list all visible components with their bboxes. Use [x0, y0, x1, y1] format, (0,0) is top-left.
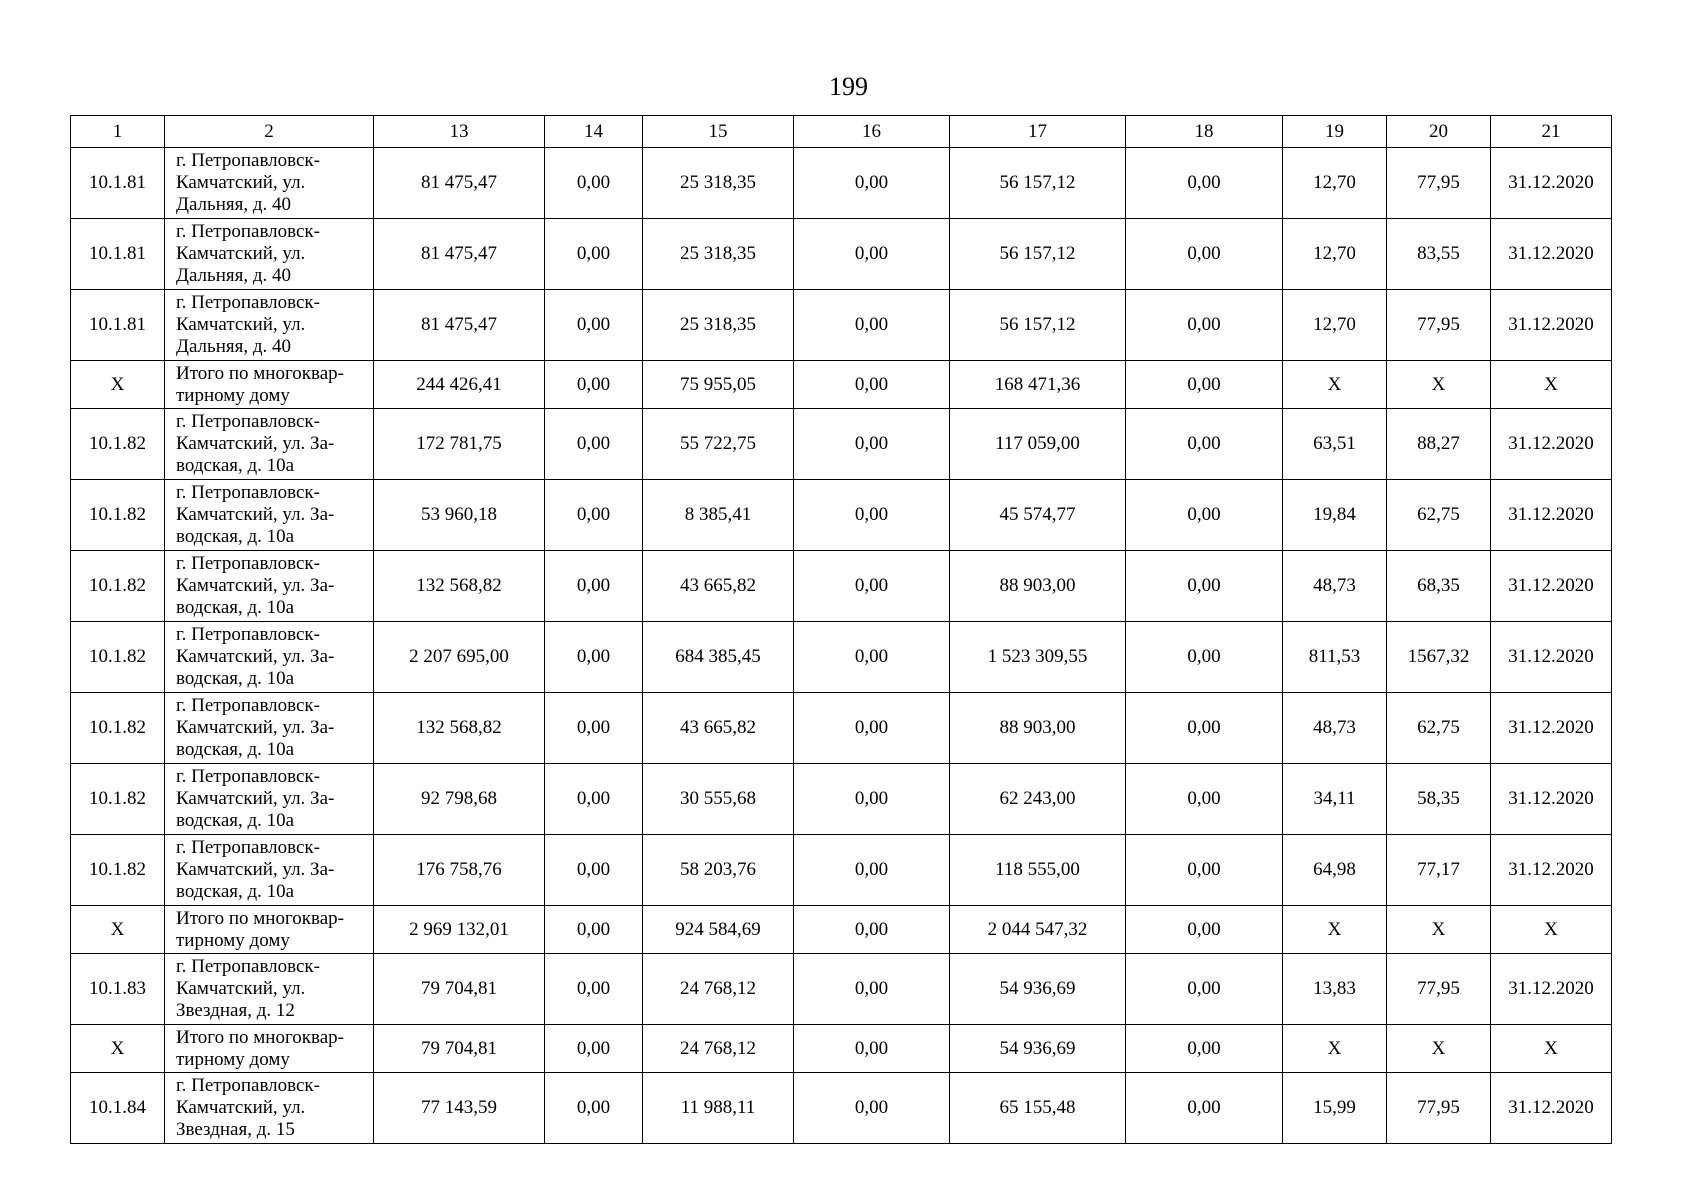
col-15-cell: 43 665,82 [643, 693, 794, 764]
total-row [71, 361, 1612, 409]
column-header: 15 [643, 116, 794, 148]
address-line: г. Петропавловск- [176, 956, 320, 977]
row-number-cell: 10.1.82 [71, 409, 165, 480]
address-line: Камчатский, ул. [176, 314, 306, 335]
col-16-cell: 0,00 [794, 906, 950, 954]
col-21-cell: 31.12.2020 [1491, 480, 1612, 551]
col-16-cell: 0,00 [794, 1025, 950, 1073]
column-header: 19 [1283, 116, 1387, 148]
row-number-cell: 10.1.82 [71, 764, 165, 835]
col-16-cell: 0,00 [794, 622, 950, 693]
column-header: 21 [1491, 116, 1612, 148]
col-16-cell: 0,00 [794, 219, 950, 290]
address-line: водская, д. 10а [176, 455, 295, 476]
row-number-cell: 10.1.82 [71, 835, 165, 906]
table-row [71, 764, 1612, 835]
col-14-cell: 0,00 [545, 835, 643, 906]
col-17-cell: 54 936,69 [950, 1025, 1126, 1073]
col-20-cell: 1567,32 [1387, 622, 1491, 693]
col-13-cell: 132 568,82 [374, 551, 545, 622]
col-16-cell: 0,00 [794, 480, 950, 551]
address-line: Камчатский, ул. [176, 172, 306, 193]
col-18-cell: 0,00 [1126, 148, 1283, 219]
col-19-cell: 12,70 [1283, 290, 1387, 361]
col-17-cell: 117 059,00 [950, 409, 1126, 480]
col-13-cell: 244 426,41 [374, 361, 545, 409]
col-20-cell: 77,17 [1387, 835, 1491, 906]
col-21-cell: X [1491, 906, 1612, 954]
col-21-cell: 31.12.2020 [1491, 764, 1612, 835]
address-line: Камчатский, ул. [176, 243, 306, 264]
col-19-cell: 12,70 [1283, 148, 1387, 219]
address-line: Итого по многоквар- [176, 362, 344, 384]
col-14-cell: 0,00 [545, 290, 643, 361]
col-19-cell: 15,99 [1283, 1073, 1387, 1144]
table-row [71, 622, 1612, 693]
col-21-cell: 31.12.2020 [1491, 835, 1612, 906]
col-13-cell: 132 568,82 [374, 693, 545, 764]
col-18-cell: 0,00 [1126, 409, 1283, 480]
col-14-cell: 0,00 [545, 1025, 643, 1073]
table-row [71, 290, 1612, 361]
col-18-cell: 0,00 [1126, 954, 1283, 1025]
table-row [71, 954, 1612, 1025]
col-19-cell: 13,83 [1283, 954, 1387, 1025]
col-13-cell: 92 798,68 [374, 764, 545, 835]
address-cell [165, 148, 374, 219]
address-line: водская, д. 10а [176, 597, 295, 618]
col-19-cell: X [1283, 906, 1387, 954]
table-row [71, 835, 1612, 906]
col-16-cell: 0,00 [794, 954, 950, 1025]
col-16-cell: 0,00 [794, 148, 950, 219]
col-17-cell: 56 157,12 [950, 219, 1126, 290]
col-16-cell: 0,00 [794, 361, 950, 409]
address-line: Дальняя, д. 40 [176, 336, 292, 357]
address-line: г. Петропавловск- [176, 837, 320, 858]
address-line: г. Петропавловск- [176, 482, 320, 503]
col-17-cell: 88 903,00 [950, 693, 1126, 764]
col-21-cell: 31.12.2020 [1491, 409, 1612, 480]
col-20-cell: 62,75 [1387, 693, 1491, 764]
col-21-cell: 31.12.2020 [1491, 219, 1612, 290]
col-16-cell: 0,00 [794, 764, 950, 835]
address-line: Камчатский, ул. За- [176, 859, 335, 880]
address-line: г. Петропавловск- [176, 695, 320, 716]
col-13-cell: 172 781,75 [374, 409, 545, 480]
row-number-cell: 10.1.84 [71, 1073, 165, 1144]
col-21-cell: 31.12.2020 [1491, 1073, 1612, 1144]
col-17-cell: 56 157,12 [950, 148, 1126, 219]
col-16-cell: 0,00 [794, 693, 950, 764]
column-header: 17 [950, 116, 1126, 148]
table-row [71, 693, 1612, 764]
col-14-cell: 0,00 [545, 693, 643, 764]
col-14-cell: 0,00 [545, 219, 643, 290]
table-row [71, 219, 1612, 290]
address-cell [165, 622, 374, 693]
address-cell [165, 551, 374, 622]
header-row [71, 116, 1612, 148]
col-15-cell: 11 988,11 [643, 1073, 794, 1144]
col-19-cell: 64,98 [1283, 835, 1387, 906]
col-17-cell: 118 555,00 [950, 835, 1126, 906]
col-17-cell: 54 936,69 [950, 954, 1126, 1025]
col-16-cell: 0,00 [794, 1073, 950, 1144]
address-line: Камчатский, ул. За- [176, 433, 335, 454]
address-cell [165, 1025, 374, 1073]
row-number-cell: 10.1.81 [71, 148, 165, 219]
address-line: г. Петропавловск- [176, 766, 320, 787]
col-20-cell: 58,35 [1387, 764, 1491, 835]
col-20-cell: 62,75 [1387, 480, 1491, 551]
col-21-cell: 31.12.2020 [1491, 693, 1612, 764]
address-line: г. Петропавловск- [176, 553, 320, 574]
col-17-cell: 65 155,48 [950, 1073, 1126, 1144]
row-number-cell: X [71, 906, 165, 954]
col-15-cell: 24 768,12 [643, 1025, 794, 1073]
col-14-cell: 0,00 [545, 409, 643, 480]
col-18-cell: 0,00 [1126, 1025, 1283, 1073]
address-cell [165, 1073, 374, 1144]
address-line: Камчатский, ул. [176, 978, 306, 999]
address-line: г. Петропавловск- [176, 624, 320, 645]
address-line: водская, д. 10а [176, 526, 295, 547]
page-number: 199 [829, 72, 868, 101]
row-number-cell: 10.1.82 [71, 622, 165, 693]
col-20-cell: 77,95 [1387, 1073, 1491, 1144]
col-13-cell: 176 758,76 [374, 835, 545, 906]
address-line: г. Петропавловск- [176, 150, 320, 171]
column-header: 1 [71, 116, 165, 148]
col-18-cell: 0,00 [1126, 1073, 1283, 1144]
row-number-cell: 10.1.81 [71, 290, 165, 361]
table-body [71, 116, 1612, 1144]
col-21-cell: 31.12.2020 [1491, 290, 1612, 361]
col-18-cell: 0,00 [1126, 290, 1283, 361]
address-line: Дальняя, д. 40 [176, 194, 292, 215]
col-16-cell: 0,00 [794, 290, 950, 361]
col-17-cell: 62 243,00 [950, 764, 1126, 835]
col-13-cell: 77 143,59 [374, 1073, 545, 1144]
address-line: Звездная, д. 15 [176, 1119, 295, 1140]
address-line: г. Петропавловск- [176, 411, 320, 432]
col-14-cell: 0,00 [545, 764, 643, 835]
col-16-cell: 0,00 [794, 835, 950, 906]
col-14-cell: 0,00 [545, 622, 643, 693]
col-21-cell: 31.12.2020 [1491, 954, 1612, 1025]
col-18-cell: 0,00 [1126, 906, 1283, 954]
col-18-cell: 0,00 [1126, 622, 1283, 693]
col-14-cell: 0,00 [545, 551, 643, 622]
col-18-cell: 0,00 [1126, 361, 1283, 409]
address-cell [165, 906, 374, 954]
address-line: водская, д. 10а [176, 739, 295, 760]
address-line: Камчатский, ул. За- [176, 504, 335, 525]
col-19-cell: 12,70 [1283, 219, 1387, 290]
address-cell [165, 409, 374, 480]
col-15-cell: 58 203,76 [643, 835, 794, 906]
col-19-cell: 48,73 [1283, 551, 1387, 622]
address-line: Камчатский, ул. [176, 1097, 306, 1118]
col-13-cell: 81 475,47 [374, 219, 545, 290]
table-row [71, 409, 1612, 480]
address-cell [165, 480, 374, 551]
column-header: 20 [1387, 116, 1491, 148]
address-line: Дальняя, д. 40 [176, 265, 292, 286]
address-cell [165, 954, 374, 1025]
address-line: г. Петропавловск- [176, 221, 320, 242]
address-line: Камчатский, ул. За- [176, 788, 335, 809]
col-15-cell: 30 555,68 [643, 764, 794, 835]
col-18-cell: 0,00 [1126, 764, 1283, 835]
col-14-cell: 0,00 [545, 1073, 643, 1144]
address-line: тирному дому [176, 384, 290, 406]
col-15-cell: 8 385,41 [643, 480, 794, 551]
col-15-cell: 25 318,35 [643, 148, 794, 219]
address-line: тирному дому [176, 929, 290, 951]
col-17-cell: 45 574,77 [950, 480, 1126, 551]
address-cell [165, 693, 374, 764]
col-17-cell: 88 903,00 [950, 551, 1126, 622]
col-19-cell: 811,53 [1283, 622, 1387, 693]
col-17-cell: 168 471,36 [950, 361, 1126, 409]
row-number-cell: 10.1.83 [71, 954, 165, 1025]
col-20-cell: X [1387, 1025, 1491, 1073]
row-number-cell: X [71, 1025, 165, 1073]
table-row [71, 1073, 1612, 1144]
col-14-cell: 0,00 [545, 906, 643, 954]
col-15-cell: 43 665,82 [643, 551, 794, 622]
row-number-cell: 10.1.81 [71, 219, 165, 290]
col-19-cell: 63,51 [1283, 409, 1387, 480]
address-line: Камчатский, ул. За- [176, 717, 335, 738]
column-header: 13 [374, 116, 545, 148]
col-14-cell: 0,00 [545, 954, 643, 1025]
address-cell [165, 764, 374, 835]
col-18-cell: 0,00 [1126, 480, 1283, 551]
total-row [71, 906, 1612, 954]
col-20-cell: X [1387, 361, 1491, 409]
row-number-cell: X [71, 361, 165, 409]
col-18-cell: 0,00 [1126, 219, 1283, 290]
col-19-cell: 48,73 [1283, 693, 1387, 764]
col-15-cell: 924 584,69 [643, 906, 794, 954]
col-13-cell: 81 475,47 [374, 148, 545, 219]
table-row [71, 148, 1612, 219]
col-20-cell: 88,27 [1387, 409, 1491, 480]
col-13-cell: 81 475,47 [374, 290, 545, 361]
col-15-cell: 24 768,12 [643, 954, 794, 1025]
col-18-cell: 0,00 [1126, 835, 1283, 906]
col-21-cell: 31.12.2020 [1491, 148, 1612, 219]
address-line: г. Петропавловск- [176, 292, 320, 313]
address-line: водская, д. 10а [176, 881, 295, 902]
address-line: Камчатский, ул. За- [176, 575, 335, 596]
row-number-cell: 10.1.82 [71, 693, 165, 764]
col-19-cell: 34,11 [1283, 764, 1387, 835]
col-20-cell: 68,35 [1387, 551, 1491, 622]
col-20-cell: X [1387, 906, 1491, 954]
col-16-cell: 0,00 [794, 409, 950, 480]
col-13-cell: 2 969 132,01 [374, 906, 545, 954]
data-table [70, 115, 1612, 1144]
col-19-cell: X [1283, 1025, 1387, 1073]
col-17-cell: 1 523 309,55 [950, 622, 1126, 693]
column-header: 2 [165, 116, 374, 148]
col-14-cell: 0,00 [545, 148, 643, 219]
total-row [71, 1025, 1612, 1073]
address-line: водская, д. 10а [176, 810, 295, 831]
address-line: Камчатский, ул. За- [176, 646, 335, 667]
col-17-cell: 56 157,12 [950, 290, 1126, 361]
col-15-cell: 684 385,45 [643, 622, 794, 693]
column-header: 18 [1126, 116, 1283, 148]
col-13-cell: 2 207 695,00 [374, 622, 545, 693]
col-14-cell: 0,00 [545, 480, 643, 551]
col-14-cell: 0,00 [545, 361, 643, 409]
col-15-cell: 75 955,05 [643, 361, 794, 409]
row-number-cell: 10.1.82 [71, 551, 165, 622]
col-21-cell: 31.12.2020 [1491, 622, 1612, 693]
col-15-cell: 55 722,75 [643, 409, 794, 480]
col-15-cell: 25 318,35 [643, 290, 794, 361]
col-13-cell: 79 704,81 [374, 954, 545, 1025]
col-13-cell: 79 704,81 [374, 1025, 545, 1073]
col-20-cell: 77,95 [1387, 290, 1491, 361]
address-line: водская, д. 10а [176, 668, 295, 689]
column-header: 14 [545, 116, 643, 148]
col-19-cell: X [1283, 361, 1387, 409]
col-13-cell: 53 960,18 [374, 480, 545, 551]
col-19-cell: 19,84 [1283, 480, 1387, 551]
col-20-cell: 77,95 [1387, 148, 1491, 219]
col-20-cell: 83,55 [1387, 219, 1491, 290]
address-line: Итого по многоквар- [176, 907, 344, 929]
address-line: Итого по многоквар- [176, 1026, 344, 1048]
col-16-cell: 0,00 [794, 551, 950, 622]
col-21-cell: X [1491, 361, 1612, 409]
col-17-cell: 2 044 547,32 [950, 906, 1126, 954]
col-15-cell: 25 318,35 [643, 219, 794, 290]
column-header: 16 [794, 116, 950, 148]
col-20-cell: 77,95 [1387, 954, 1491, 1025]
address-cell [165, 835, 374, 906]
table-row [71, 551, 1612, 622]
address-line: Звездная, д. 12 [176, 1000, 295, 1021]
col-21-cell: 31.12.2020 [1491, 551, 1612, 622]
table-row [71, 480, 1612, 551]
address-cell [165, 361, 374, 409]
address-line: г. Петропавловск- [176, 1075, 320, 1096]
col-18-cell: 0,00 [1126, 551, 1283, 622]
col-21-cell: X [1491, 1025, 1612, 1073]
col-18-cell: 0,00 [1126, 693, 1283, 764]
address-line: тирному дому [176, 1048, 290, 1070]
address-cell [165, 290, 374, 361]
row-number-cell: 10.1.82 [71, 480, 165, 551]
address-cell [165, 219, 374, 290]
